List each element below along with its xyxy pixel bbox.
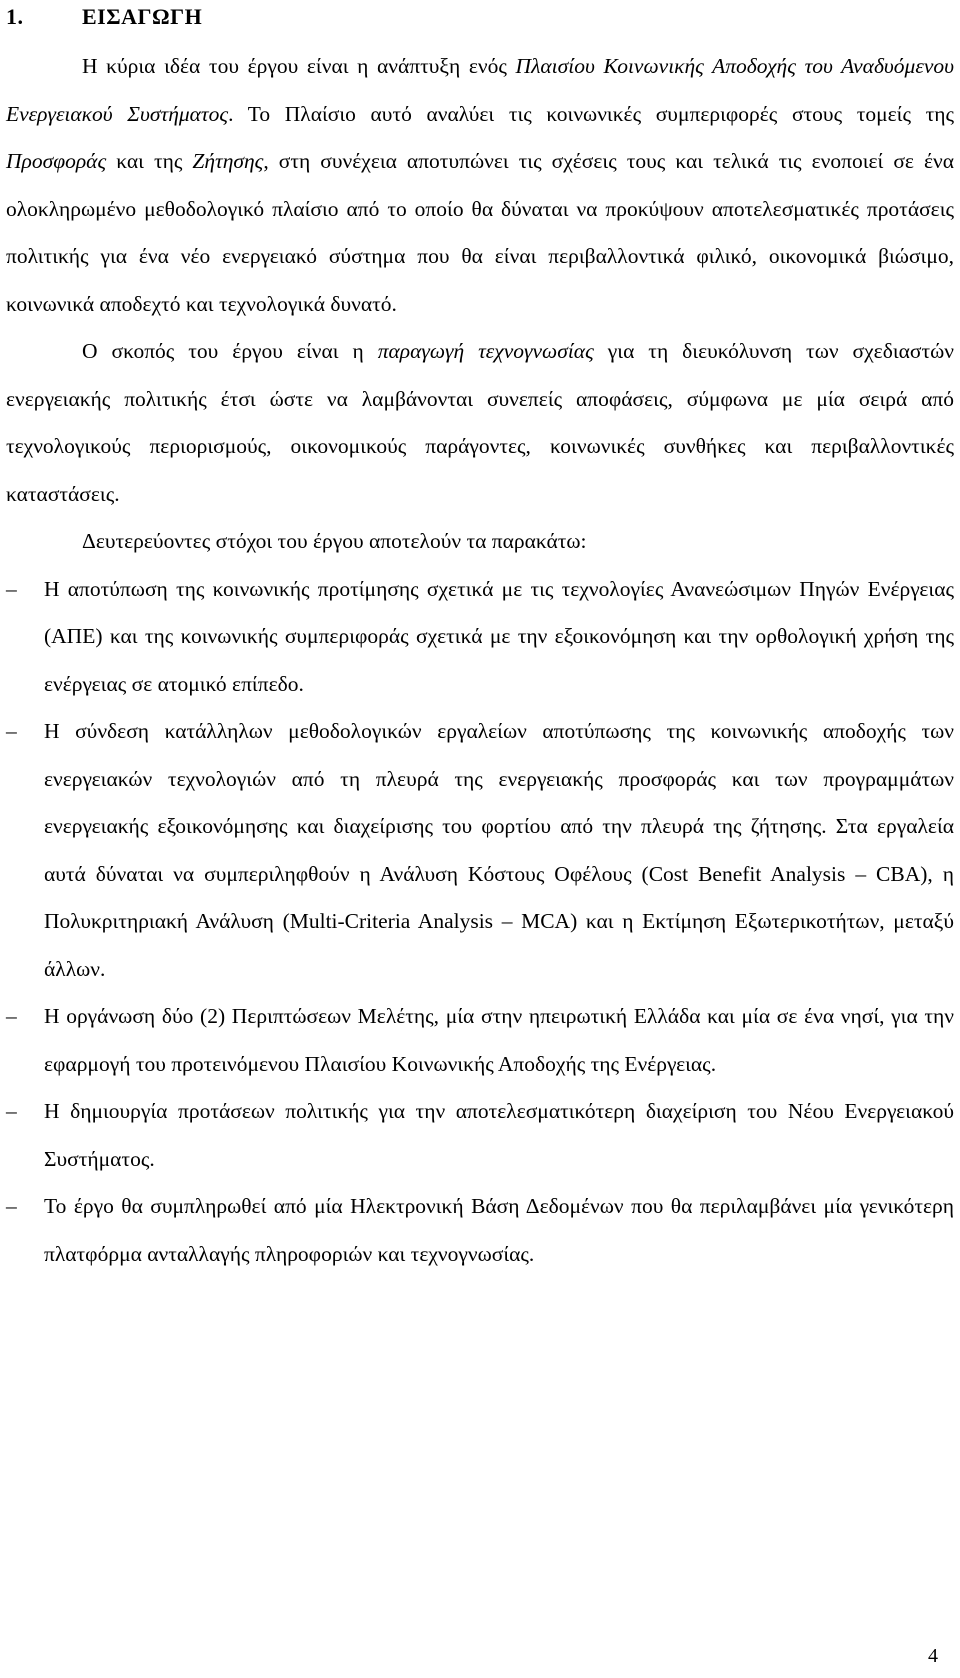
text-run: , στη συνέχεια αποτυπώνει τις σχέσεις τους και τελικά τις ενοποιεί σε ένα ολοκληρωμένο μεθοδολογικό πλαίσιο από το οποίο θα δύναται να προκύψουν αποτελεσματικές προτάσεις πολιτικής για ένα νέο ενεργειακό σύστημα που θα είναι περιβαλλοντικά φιλικό, οικονομικά βιώσιμο, κοινωνικά αποδεχτό και τεχνολογικά δυνατό. xyxy=(6,149,955,316)
dash-bullet-icon: – xyxy=(6,1194,17,1218)
list-item xyxy=(6,1088,954,1183)
dash-bullet-icon: – xyxy=(6,719,17,743)
list-item-text: Το έργο θα συμπληρωθεί από μία Ηλεκτρονική Βάση Δεδομένων που θα περιλαμβάνει μία γενικότερη πλατφόρμα ανταλλαγής πληροφοριών και τεχνογνωσίας. xyxy=(44,1194,954,1266)
text-run: Δευτερεύοντες στόχοι του έργου αποτελούν τα παρακάτω: xyxy=(82,529,587,553)
dash-bullet-icon: – xyxy=(6,1004,17,1028)
dash-bullet-icon: – xyxy=(6,1099,17,1123)
list-item-text: Η αποτύπωση της κοινωνικής προτίμησης σχετικά με τις τεχνολογίες Ανανεώσιμων Πηγών Ενέργειας (ΑΠΕ) και της κοινωνικής συμπεριφοράς σχετικά με την εξοικονόμηση και την ορθολογική χρήση της ενέργειας σε ατομικό επίπεδο. xyxy=(44,576,954,696)
italic-text-run: παραγωγή τεχνογνωσίας xyxy=(377,339,594,363)
dash-bullet-icon: – xyxy=(6,576,17,601)
section-number: 1. xyxy=(6,4,24,29)
text-run: και της xyxy=(106,149,193,173)
list-item xyxy=(6,1183,954,1278)
page-number: 4 xyxy=(928,1645,938,1667)
text-run: Ο σκοπός του έργου είναι η xyxy=(82,339,378,363)
italic-text-run: Ζήτησης xyxy=(192,149,264,173)
list-item-text: Η οργάνωση δύο (2) Περιπτώσεων Μελέτης, μία στην ηπειρωτική Ελλάδα και μία σε ένα νησί, για την εφαρμογή του προτεινόμενου Πλαισίου Κοινωνικής Αποδοχής της Ενέργειας. xyxy=(44,1004,954,1076)
italic-text-run: Πλαισίου Κοινωνικής Αποδοχής του Αναδυόμενου Ενεργειακού Συστήματος xyxy=(6,54,954,126)
secondary-goals-list xyxy=(6,566,954,1279)
paragraph-purpose xyxy=(6,328,954,518)
section-heading xyxy=(6,2,202,32)
list-item-text: Η δημιουργία προτάσεων πολιτικής για την αποτελεσματικότερη διαχείριση του Νέου Ενεργειακού Συστήματος. xyxy=(44,1099,954,1171)
text-run: Η κύρια ιδέα του έργου είναι η ανάπτυξη ενός xyxy=(82,54,516,78)
text-run: για τη διευκόλυνση των σχεδιαστών ενεργειακής πολιτικής έτσι ώστε να λαμβάνονται συνεπείς αποφάσεις, σύμφωνα με μία σειρά από τεχνολογικούς περιορισμούς, οικονομικούς παράγοντες, κοινωνικές συνθήκες και περιβαλλοντικές καταστάσεις. xyxy=(6,339,954,506)
italic-text-run: Προσφοράς xyxy=(6,149,107,173)
list-item xyxy=(6,708,954,993)
text-run: . Το Πλαίσιο αυτό αναλύει τις κοινωνικές συμπεριφορές στους τομείς της xyxy=(228,101,955,126)
list-item-text: Η σύνδεση κατάλληλων μεθοδολογικών εργαλείων αποτύπωσης της κοινωνικής αποδοχής των ενεργειακών τεχνολογιών από τη πλευρά της ενεργειακής προσφοράς και των προγραμμάτων ενεργειακής εξοικονόμησης και διαχείρισης του φορτίου από την πλευρά της ζήτησης. Στα εργαλεία αυτά δύναται να συμπεριληφθούν η Ανάλυση Κόστους Οφέλους (Cost Benefit Analysis – CBA), η Πολυκριτηριακή Ανάλυση (Multi-Criteria Analysis – MCA) και η Εκτίμηση Εξωτερικοτήτων, μεταξύ άλλων. xyxy=(44,719,954,981)
paragraph-main-idea xyxy=(6,43,954,328)
section-title: ΕΙΣΑΓΩΓΗ xyxy=(82,4,203,29)
list-item xyxy=(6,993,954,1088)
body-text xyxy=(6,43,954,1278)
paragraph-secondary-goals-intro xyxy=(6,518,954,566)
list-item xyxy=(6,566,954,709)
